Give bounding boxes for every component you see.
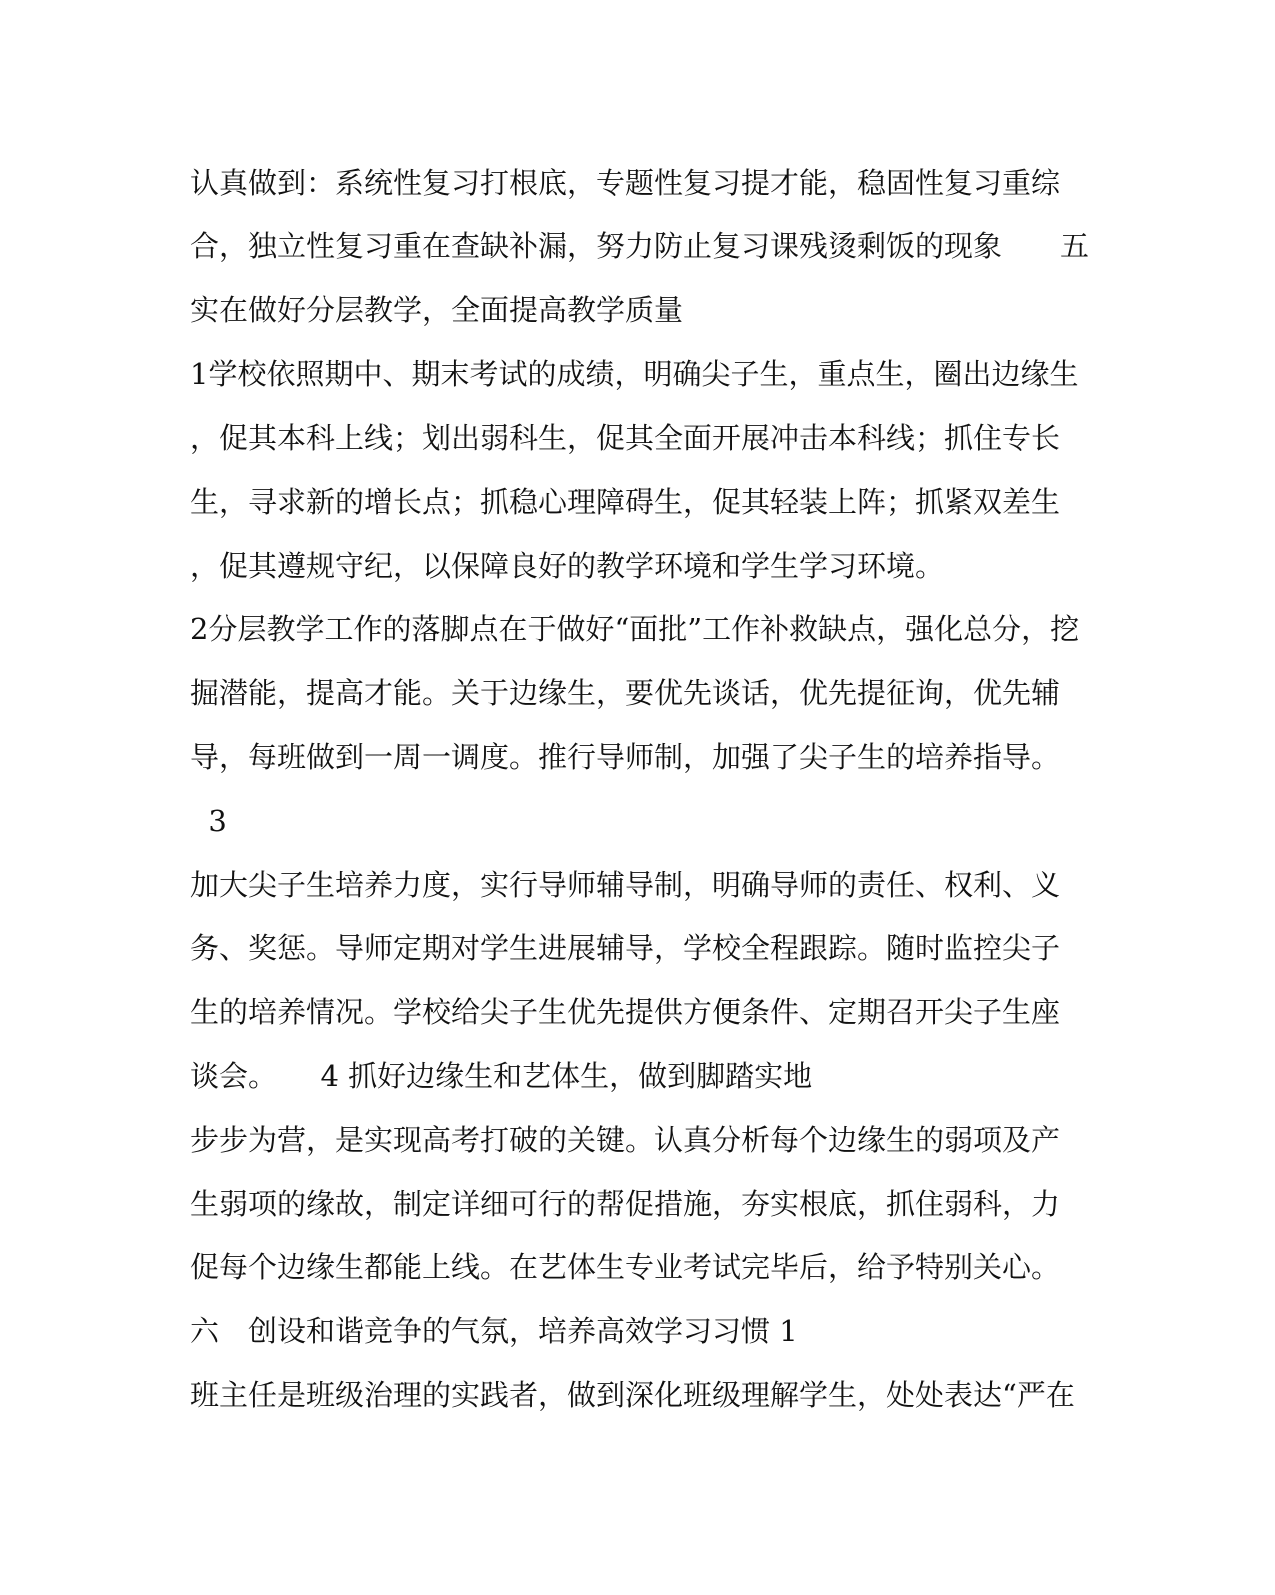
text-line: 六 创设和谐竞争的气氛，培养高效学习习惯 1 xyxy=(190,1314,798,1348)
text-line: 掘潜能，提高才能。关于边缘生，要优先谈话，优先提征询，优先辅 xyxy=(190,676,1061,710)
text-line: 1学校依照期中、期末考试的成绩，明确尖子生，重点生，圈出边缘生 xyxy=(190,357,1079,391)
text-line: ，促其遵规守纪，以保障良好的教学环境和学生学习环境。 xyxy=(190,549,945,583)
text-line: 认真做到：系统性复习打根底，专题性复习提才能，稳固性复习重综 xyxy=(190,166,1061,200)
text-line: 班主任是班级治理的实践者，做到深化班级理解学生，处处表达“严在 xyxy=(190,1378,1075,1412)
text-line: 生，寻求新的增长点；抓稳心理障碍生，促其轻装上阵；抓紧双差生 xyxy=(190,485,1061,519)
text-line: 谈会。 4 抓好边缘生和艺体生，做到脚踏实地 xyxy=(190,1059,813,1093)
text-line: 2分层教学工作的落脚点在于做好“面批”工作补救缺点，强化总分，挖 xyxy=(190,612,1080,646)
text-line: 加大尖子生培养力度，实行导师辅导制，明确导师的责任、权利、义 xyxy=(190,868,1061,902)
text-line: 生的培养情况。学校给尖子生优先提供方便条件、定期召开尖子生座 xyxy=(190,995,1061,1029)
text-line: 促每个边缘生都能上线。在艺体生专业考试完毕后，给予特别关心。 xyxy=(190,1250,1061,1284)
text-line: 导，每班做到一周一调度。推行导师制，加强了尖子生的培养指导。 xyxy=(190,740,1061,774)
text-line: 步步为营，是实现高考打破的关键。认真分析每个边缘生的弱项及产 xyxy=(190,1123,1061,1157)
text-line: 务、奖惩。导师定期对学生进展辅导，学校全程跟踪。随时监控尖子 xyxy=(190,931,1061,965)
text-line: 合，独立性复习重在查缺补漏，努力防止复习课残烫剩饭的现象 五 xyxy=(190,229,1090,263)
text-line: 3 xyxy=(190,804,227,838)
text-line: 实在做好分层教学，全面提高教学质量 xyxy=(190,293,684,327)
text-line: 生弱项的缘故，制定详细可行的帮促措施，夯实根底，抓住弱科，力 xyxy=(190,1187,1061,1221)
text-line: ，促其本科上线；划出弱科生，促其全面开展冲击本科线；抓住专长 xyxy=(190,421,1061,455)
